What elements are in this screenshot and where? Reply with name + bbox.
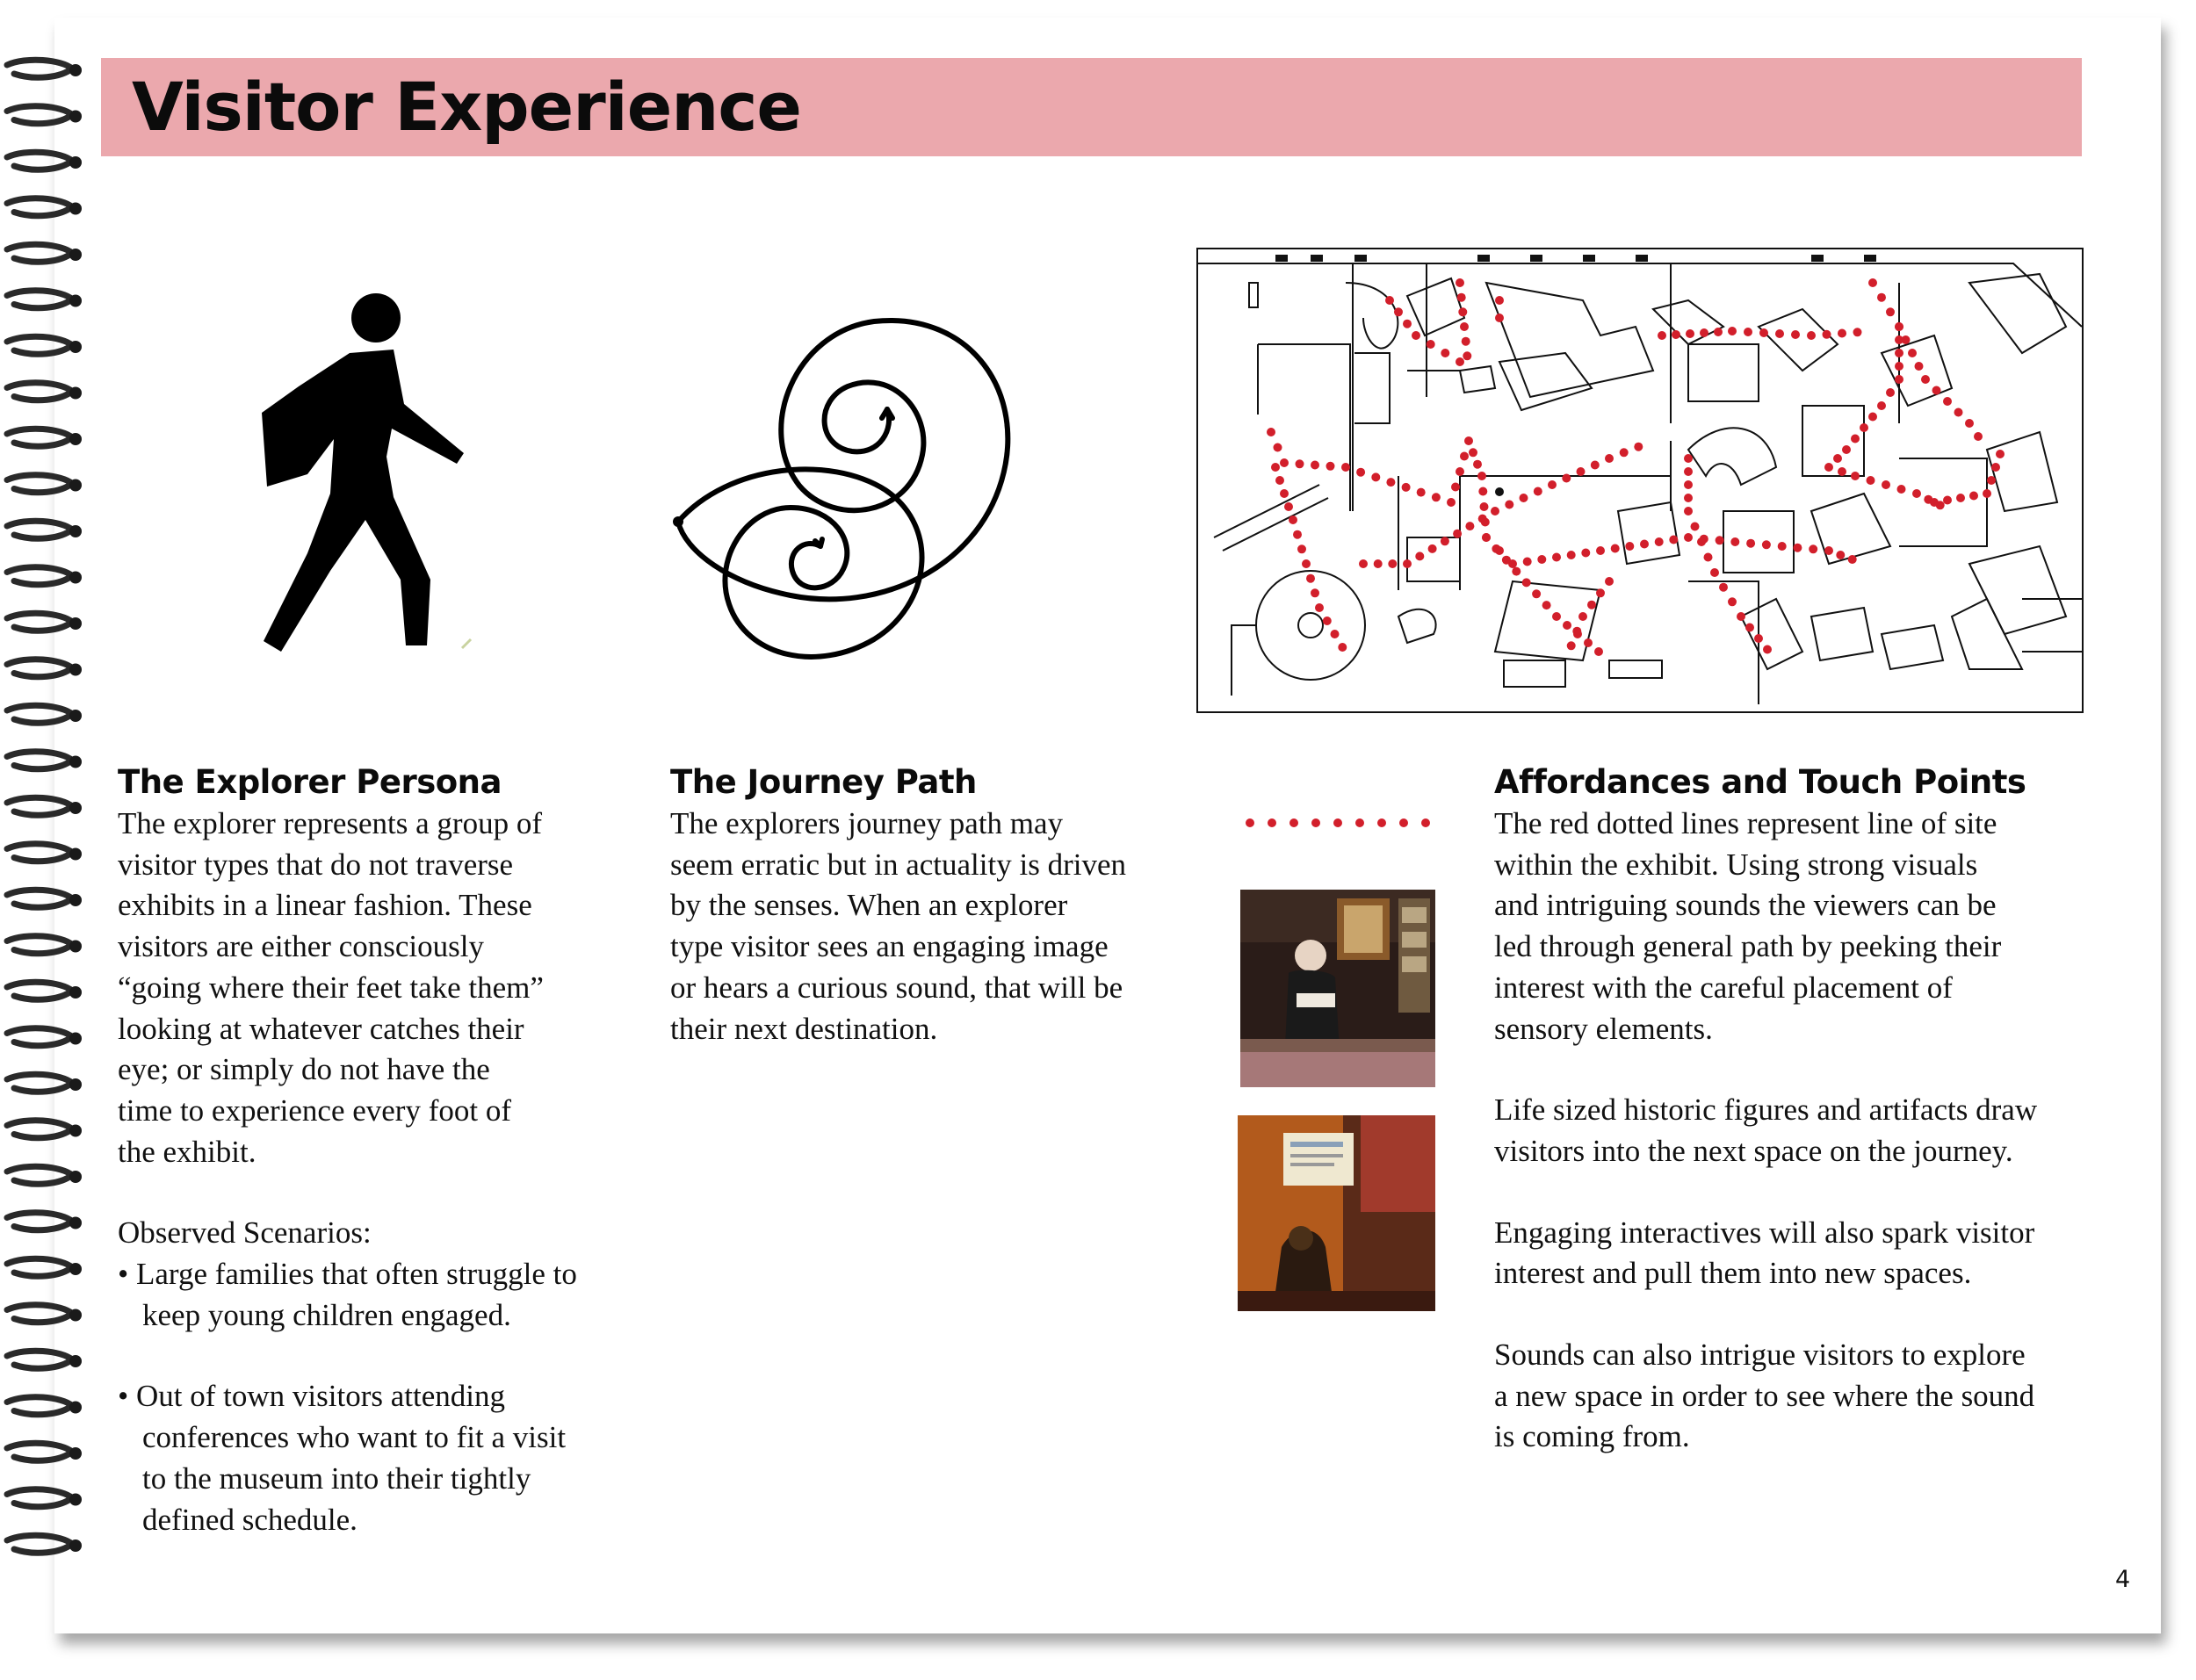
- spiral-hole: [69, 387, 82, 400]
- sight-line-dot: [1867, 476, 1875, 485]
- sight-line-dot: [1791, 330, 1800, 339]
- sight-line-dot: [1495, 314, 1504, 322]
- sight-line-dot: [1477, 472, 1486, 480]
- sight-line-dot: [1280, 489, 1289, 498]
- sight-line-dot: [1877, 401, 1886, 410]
- sight-line-dot: [1587, 601, 1596, 609]
- sight-line-dot: [1548, 480, 1557, 489]
- spiral-coil: [7, 60, 72, 77]
- text-line: within the exhibit. Using strong visuals: [1494, 847, 1978, 882]
- sight-line-dot: [1672, 330, 1680, 339]
- spiral-coil: [7, 890, 72, 907]
- spiral-hole: [69, 1447, 82, 1460]
- sight-line-dot: [1464, 436, 1473, 445]
- spiral-coil: [7, 106, 72, 124]
- text-line: • Out of town visitors attending: [118, 1379, 505, 1414]
- sight-line-dot: [1932, 386, 1941, 395]
- sight-line-dot: [1778, 542, 1787, 551]
- sight-line-dot: [1824, 463, 1833, 472]
- sight-line-dot: [1809, 544, 1817, 553]
- sight-line-dot: [1640, 540, 1649, 549]
- affordances-section: [1494, 761, 2109, 1458]
- text-line: interest with the careful placement of: [1494, 970, 1953, 1005]
- spiral-hole: [69, 479, 82, 492]
- spiral-hole: [69, 986, 82, 999]
- sight-line-dot: [1895, 375, 1903, 384]
- sight-line-dot: [1594, 647, 1603, 656]
- sight-line-dot: [1851, 472, 1860, 480]
- sight-line-dot: [1754, 634, 1763, 643]
- sight-line-dot: [1605, 454, 1614, 463]
- sight-line-dot: [1596, 546, 1605, 555]
- sight-line-dot: [1432, 493, 1441, 501]
- spiral-coil: [7, 1397, 72, 1415]
- spiral-coil: [7, 752, 72, 769]
- sight-line-dot: [1441, 349, 1449, 357]
- sight-line-dot: [1522, 578, 1531, 587]
- sight-line-dot: [1302, 559, 1311, 568]
- spiral-coil: [7, 291, 72, 308]
- text-line: conferences who want to fit a visit: [142, 1420, 567, 1455]
- sight-line-dot: [1987, 476, 1996, 485]
- spiral-coil: [7, 1213, 72, 1230]
- spiral-coil: [7, 1166, 72, 1184]
- sight-line-dot: [1737, 612, 1745, 621]
- sight-line-dot: [1877, 293, 1886, 302]
- artifact-photo: [1238, 1115, 1435, 1311]
- sight-line-dot: [1552, 612, 1561, 621]
- sight-line-dot: [1620, 448, 1629, 457]
- sight-line-dot: [1611, 544, 1620, 553]
- sight-line-dot: [1456, 357, 1464, 366]
- sight-line-dot: [1697, 537, 1706, 546]
- sight-line-dot: [1341, 463, 1350, 472]
- sight-line-dot: [1716, 536, 1724, 544]
- sight-line-dot: [1482, 533, 1491, 542]
- sight-line-dot: [1315, 603, 1324, 612]
- sight-line-dot: [1371, 472, 1380, 481]
- spiral-coil: [7, 521, 72, 538]
- text-line: visitors are either consciously: [118, 929, 484, 964]
- sight-line-dot: [1542, 601, 1551, 609]
- sight-line-dot: [1462, 337, 1470, 346]
- spiral-hole: [69, 617, 82, 630]
- sight-line-dot: [1537, 555, 1546, 564]
- sight-line-dot: [1714, 328, 1723, 336]
- spiral-hole: [69, 1263, 82, 1275]
- sight-line-dot: [1532, 589, 1541, 598]
- text-line: or hears a curious sound, that will be: [670, 970, 1123, 1005]
- spiral-coil: [7, 429, 72, 446]
- sight-line-dot: [1323, 616, 1332, 625]
- spiral-coil: [7, 383, 72, 400]
- spiral-coil: [7, 152, 72, 169]
- text-line: The explorers journey path may: [670, 806, 1064, 840]
- spiral-hole: [69, 572, 82, 584]
- spiral-hole: [69, 848, 82, 861]
- sight-line-dot: [1359, 559, 1368, 568]
- sight-line-dot: [1578, 612, 1587, 621]
- spiral-hole: [69, 1125, 82, 1137]
- sight-line-dot: [1824, 546, 1833, 555]
- sight-line-dot: [1684, 467, 1693, 476]
- spiral-hole: [69, 1494, 82, 1506]
- spiral-hole: [69, 756, 82, 768]
- sight-line-dot: [1684, 494, 1693, 502]
- sight-line-dot: [1480, 502, 1489, 511]
- spiral-coil: [7, 1443, 72, 1460]
- dotted-line-legend: [1243, 812, 1436, 833]
- sight-line-dot: [1915, 362, 1924, 371]
- spiral-hole: [69, 111, 82, 123]
- text-line: keep young children engaged.: [142, 1297, 511, 1332]
- sight-line-dot: [1759, 328, 1768, 337]
- sight-line-dot: [1684, 454, 1693, 463]
- text-line: Sounds can also intrigue visitors to explore: [1494, 1338, 2026, 1373]
- sight-line-dot: [1274, 443, 1282, 452]
- text-line: The explorer represents a group of: [118, 806, 542, 840]
- spiral-hole: [69, 710, 82, 722]
- sight-line-dot: [1296, 459, 1304, 468]
- sight-line-dot: [1289, 516, 1297, 524]
- sight-line-dot: [1605, 577, 1614, 586]
- observed-scenarios-label: Observed Scenarios:: [118, 1215, 372, 1251]
- sight-line-dot: [1267, 428, 1275, 436]
- sight-line-dot: [1427, 340, 1435, 349]
- sight-line-dot: [1280, 458, 1289, 467]
- sight-line-dot: [1463, 351, 1471, 360]
- sight-line-dot: [1746, 539, 1755, 548]
- text-line: exhibits in a linear fashion. These: [118, 888, 532, 923]
- text-line: • Large families that often struggle to: [118, 1257, 577, 1292]
- sight-line-dot: [1895, 335, 1903, 344]
- spiral-hole: [69, 341, 82, 353]
- sight-line-dot: [1388, 559, 1397, 568]
- spiral-coil: [7, 1258, 72, 1276]
- sight-line-dot: [1996, 450, 2005, 458]
- text-line: visitor types that do not traverse: [118, 847, 514, 882]
- explorer-persona-paragraph: [118, 804, 645, 1172]
- spiral-coil: [7, 567, 72, 585]
- sight-line-dot: [1311, 461, 1319, 470]
- sight-line-dot: [1655, 537, 1664, 546]
- sight-line-dot: [1868, 413, 1877, 422]
- sight-line-dot: [1728, 327, 1737, 335]
- text-line: eye; or simply do not have the: [118, 1052, 490, 1087]
- sight-line-dot: [1848, 555, 1857, 564]
- sight-line-dot: [1836, 551, 1845, 559]
- sight-line-dot: [1658, 331, 1666, 340]
- spiral-coil: [7, 1305, 72, 1323]
- sight-line-dot: [1386, 478, 1395, 487]
- sight-line-dot: [1882, 480, 1890, 489]
- sight-line-dot: [1491, 507, 1499, 516]
- sight-line-dot: [1897, 485, 1906, 494]
- spiral-path-icon: [668, 297, 1019, 674]
- sight-line-dot: [1403, 559, 1412, 568]
- sight-line-dot: [1596, 588, 1605, 597]
- text-line: Engaging interactives will also spark visitor: [1494, 1215, 2035, 1250]
- sight-line-dot: [1552, 553, 1561, 562]
- sight-line-dot: [1744, 328, 1752, 336]
- pedestrian-icon: [246, 290, 483, 676]
- sight-line-dot: [1842, 445, 1851, 454]
- sight-line-dot: [1428, 544, 1437, 553]
- text-line: The red dotted lines represent line of site: [1494, 806, 1997, 840]
- sight-line-dot: [1385, 296, 1394, 305]
- sight-line-dot: [1577, 467, 1586, 476]
- sight-line-dot: [1719, 583, 1728, 592]
- spiral-hole: [69, 525, 82, 537]
- spiral-hole: [69, 295, 82, 307]
- sight-line-dot: [1860, 423, 1868, 432]
- sight-line-dot: [1895, 362, 1903, 371]
- spiral-hole: [69, 156, 82, 169]
- sight-line-dot: [1460, 452, 1469, 461]
- sight-line-dot: [1954, 408, 1963, 417]
- sight-line-dot: [1495, 296, 1504, 305]
- sight-line-dot: [1394, 307, 1403, 316]
- sight-line-dot: [1762, 540, 1771, 549]
- spiral-coil: [7, 982, 72, 999]
- spiral-coil: [7, 936, 72, 954]
- text-line: seem erratic but in actuality is driven: [670, 847, 1126, 882]
- sight-line-dot: [1793, 544, 1802, 552]
- sight-line-dot: [1991, 463, 2000, 472]
- spiral-hole: [69, 1171, 82, 1183]
- sight-line-dot: [1930, 498, 1939, 507]
- text-line: and intriguing sounds the viewers can be: [1494, 888, 1997, 923]
- spiral-coil: [7, 1535, 72, 1553]
- sight-line-dot: [1868, 278, 1877, 287]
- sight-line-dot: [1700, 328, 1708, 337]
- text-line: Life sized historic figures and artifacts draw: [1494, 1092, 2038, 1128]
- text-line: visitors into the next space on the journey.: [1494, 1133, 2013, 1168]
- spiral-coil: [7, 705, 72, 723]
- sight-line-dot: [1306, 574, 1315, 583]
- sight-line-dot: [1969, 492, 1978, 501]
- spiral-hole: [69, 941, 82, 953]
- sight-line-dot: [1402, 483, 1411, 492]
- scenario-bullet: [118, 1254, 645, 1336]
- scenario-bullet: [118, 1376, 645, 1540]
- sight-line-dot: [1895, 349, 1903, 357]
- spiral-binding: [0, 53, 97, 1616]
- sight-line-dot: [1374, 559, 1383, 568]
- page-title: Visitor Experience: [132, 68, 801, 146]
- sight-line-dot: [1478, 487, 1487, 496]
- sight-line-dot: [1965, 419, 1974, 428]
- sight-line-dot: [1563, 621, 1571, 630]
- spiral-hole: [69, 1033, 82, 1045]
- sight-line-dot: [1417, 488, 1426, 497]
- sight-line-dot: [1886, 307, 1895, 316]
- spiral-hole: [69, 1402, 82, 1414]
- sight-line-dot: [1684, 480, 1693, 489]
- sight-line-dot: [1974, 432, 1983, 441]
- affordances-heading: Affordances and Touch Points: [1494, 763, 2026, 801]
- sight-line-dot: [1908, 349, 1917, 357]
- sight-line-dot: [1584, 638, 1593, 647]
- spiral-coil: [7, 198, 72, 216]
- sight-line-dot: [1469, 448, 1477, 457]
- page-number: 4: [2115, 1566, 2131, 1593]
- sight-line-dot: [1704, 553, 1713, 562]
- sight-line-dot: [1838, 467, 1846, 476]
- text-line: by the senses. When an explorer: [670, 888, 1068, 923]
- spiral-hole: [69, 1078, 82, 1091]
- sight-line-dot: [1451, 483, 1460, 492]
- sight-line-dot: [1297, 544, 1306, 553]
- journey-path-heading: The Journey Path: [670, 763, 977, 801]
- sight-line-dot: [1520, 494, 1528, 502]
- sight-line-dot: [1275, 476, 1284, 485]
- sight-line-dot: [1943, 496, 1952, 505]
- text-line: their next destination.: [670, 1011, 938, 1046]
- sight-line-dot: [1581, 549, 1590, 558]
- sight-line-dot: [1684, 533, 1693, 542]
- spiral-hole: [69, 802, 82, 814]
- text-line: a new space in order to see where the sound: [1494, 1378, 2035, 1413]
- sight-line-dot: [1356, 468, 1365, 477]
- sight-line-dot: [1311, 588, 1319, 597]
- sight-line-dot: [1457, 293, 1466, 302]
- spiral-coil: [7, 797, 72, 815]
- text-line: type visitor sees an engaging image: [670, 929, 1109, 964]
- sight-line-dot: [1456, 278, 1464, 287]
- sight-line-dot: [1823, 330, 1831, 339]
- sight-line-dot: [1686, 329, 1694, 338]
- sight-line-dot: [1458, 307, 1467, 316]
- sight-line-dot: [1456, 467, 1464, 476]
- sight-line-dot: [1807, 331, 1816, 340]
- spiral-coil: [7, 244, 72, 262]
- spiral-hole: [69, 203, 82, 215]
- sight-line-dot: [1473, 460, 1482, 469]
- sight-line-dot: [1730, 537, 1739, 546]
- sight-line-dot: [1634, 443, 1643, 451]
- sight-line-dot: [1895, 322, 1903, 331]
- text-line: interest and pull them into new spaces.: [1494, 1256, 1972, 1291]
- sight-line-dot: [1293, 530, 1302, 539]
- sight-line-dot: [1572, 627, 1581, 636]
- sight-line-dot: [1415, 552, 1424, 560]
- sight-line-dot: [1567, 641, 1576, 650]
- sight-line-dot: [1956, 494, 1965, 502]
- explorer-persona-section: [118, 761, 645, 1540]
- sight-line-dot: [1492, 544, 1500, 553]
- sight-line-dot: [1853, 328, 1862, 336]
- sight-line-dot: [1562, 474, 1571, 483]
- sight-line-dot: [1465, 522, 1474, 530]
- sight-line-dot: [1512, 567, 1521, 576]
- sight-line-dot: [1775, 329, 1784, 338]
- spiral-hole: [69, 64, 82, 76]
- sight-line-dot: [1745, 624, 1754, 632]
- text-line: “going where their feet take them”: [118, 970, 544, 1005]
- spiral-hole: [69, 1309, 82, 1322]
- text-line: defined schedule.: [142, 1502, 358, 1537]
- sight-line-dot: [1691, 523, 1700, 531]
- spiral-coil: [7, 1028, 72, 1046]
- spiral-coil: [7, 475, 72, 493]
- sight-line-dot: [1460, 322, 1469, 331]
- sight-line-dot: [1625, 542, 1634, 551]
- text-line: is coming from.: [1494, 1419, 1690, 1454]
- spiral-coil: [7, 660, 72, 677]
- sight-line-dot: [1763, 645, 1772, 654]
- text-line: time to experience every foot of: [118, 1092, 511, 1128]
- sight-line-dot: [1669, 536, 1678, 544]
- text-line: led through general path by peeking their: [1494, 929, 2002, 964]
- sight-line-dot: [1453, 530, 1462, 538]
- sight-line-dot: [1886, 388, 1895, 397]
- spiral-coil: [7, 1074, 72, 1092]
- historic-figure-photo: [1240, 890, 1435, 1087]
- sight-line-dot: [1447, 498, 1456, 507]
- sight-line-dot: [1502, 556, 1511, 565]
- sight-line-dot: [1523, 558, 1532, 566]
- sight-line-dot: [1983, 489, 1991, 498]
- sight-line-dot: [1943, 397, 1952, 406]
- explorer-persona-heading: The Explorer Persona: [118, 763, 502, 801]
- sight-line-dot: [1271, 463, 1280, 472]
- spiral-hole: [69, 664, 82, 676]
- spiral-hole: [69, 894, 82, 906]
- spiral-hole: [69, 1539, 82, 1552]
- sight-line-dot: [1478, 515, 1487, 523]
- sight-line-dot: [1728, 597, 1737, 606]
- sight-line-dot: [1331, 630, 1340, 638]
- spiral-hole: [69, 249, 82, 261]
- sight-line-dot: [1684, 507, 1693, 516]
- sight-line-dot: [1338, 643, 1347, 652]
- spiral-coil: [7, 1121, 72, 1138]
- sight-line-dot: [1403, 320, 1412, 328]
- text-line: the exhibit.: [118, 1134, 256, 1169]
- text-line: looking at whatever catches their: [118, 1011, 524, 1046]
- spiral-coil: [7, 613, 72, 631]
- sight-line-dot: [1412, 331, 1420, 340]
- text-line: sensory elements.: [1494, 1011, 1713, 1046]
- sight-line-dot: [1591, 461, 1600, 470]
- sight-line-dot: [1912, 489, 1921, 498]
- spiral-coil: [7, 844, 72, 862]
- sight-line-dot: [1833, 454, 1842, 463]
- floor-plan-map: [1196, 248, 2084, 713]
- spiral-hole: [69, 433, 82, 445]
- sight-line-dot: [1710, 568, 1719, 577]
- spiral-hole: [69, 1217, 82, 1229]
- sight-line-dot: [1505, 501, 1513, 509]
- spiral-coil: [7, 1351, 72, 1368]
- spiral-coil: [7, 1489, 72, 1507]
- sight-line-dot: [1838, 329, 1846, 338]
- journey-path-section: [670, 761, 1215, 1049]
- sight-line-dot: [1534, 487, 1542, 496]
- sight-line-dot: [1284, 502, 1293, 511]
- sight-line-dot: [1921, 375, 1930, 384]
- sight-line-dot: [1851, 435, 1860, 443]
- sight-line-dot: [1326, 462, 1335, 471]
- text-line: to the museum into their tightly: [142, 1460, 531, 1496]
- sight-line-dot: [1441, 537, 1449, 545]
- sight-line-dot: [1567, 551, 1576, 559]
- spiral-hole: [69, 1355, 82, 1367]
- spiral-coil: [7, 336, 72, 354]
